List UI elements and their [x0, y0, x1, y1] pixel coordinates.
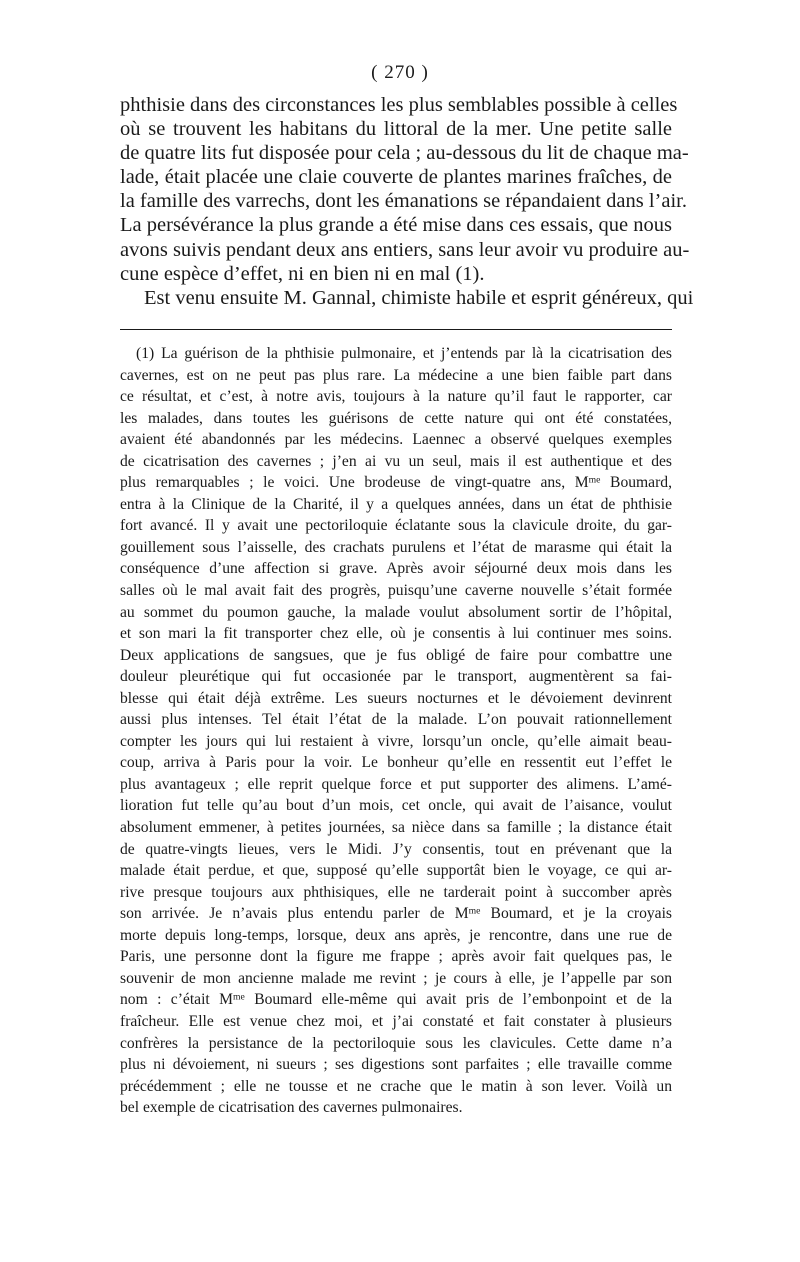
footnote-line-text: nom : c’était M [120, 991, 234, 1009]
footnote-line-text: plus remarquables ; le voici. Une brodeuse de vingt-quatre ans, M [120, 474, 589, 492]
footnote-line: fraîcheur. Elle est venue chez moi, et j’ai constaté et fait constater à plusieurs [120, 1012, 672, 1030]
main-line: Est venu ensuite M. Gannal, chimiste habile et esprit généreux, qui [144, 286, 694, 309]
main-line: où se trouvent les habitans du littoral de la mer. Une petite salle [120, 118, 672, 141]
superscript-abbrev: me [233, 992, 245, 1004]
footnote-line: morte depuis long-temps, lorsque, deux ans après, je rencontre, dans une rue de [120, 926, 672, 944]
footnote-line: fort avancé. Il y avait une pectoriloquie éclatante sous la clavicule droite, du gar- [120, 517, 672, 535]
footnote-line: confrères la persistance de la pectoriloquie sous les clavicules. Cette dame n’a [120, 1034, 672, 1052]
footnote-line: compter les jours qui lui restaient à vivre, lorsqu’un oncle, qu’elle aimait beau- [120, 732, 672, 750]
footnote-line: les malades, dans toutes les guérisons de cette nature qui ont été constatées, [120, 409, 672, 427]
footnote-line: gouillement sous l’aisselle, des crachats purulens et l’état de marasme qui était la [120, 538, 672, 556]
superscript-abbrev: me [468, 905, 481, 917]
footnote-line: rive presque toujours aux phthisiques, elle ne tarderait point à succomber après [120, 883, 672, 901]
footnote-line: de cicatrisation des cavernes ; j’en ai vu un seul, mais il est authentique et des [120, 452, 672, 470]
footnote-line: et son mari la fit transporter chez elle, où je consentis à lui continuer mes soins. [120, 625, 672, 643]
footnote-divider [120, 329, 672, 330]
footnote-line: douleur pleurétique qui fut occasionée par le transport, augmentèrent sa fai- [120, 668, 672, 686]
footnote-line: précédemment ; elle ne tousse et ne crache que le matin à son lever. Voilà un [120, 1077, 672, 1095]
footnote-line: blesse qui était déjà extrême. Les sueurs nocturnes et le dévoiement devinrent [120, 689, 672, 707]
footnote-line: absolument emmener, à petites journées, sa nièce dans sa famille ; la distance était [120, 819, 672, 837]
main-line: lade, était placée une claie couverte de plantes marines fraîches, de [120, 166, 672, 189]
main-line: la famille des varrechs, dont les émanations se répandaient dans l’air. [120, 190, 687, 213]
page-number: ( 270 ) [371, 62, 429, 83]
footnote-line-tail: Boumard, [600, 474, 672, 492]
footnote-line [120, 472, 672, 494]
footnote-line: de quatre-vingts lieues, vers le Midi. J’y consentis, tout en prévenant que la [120, 840, 672, 858]
footnote-line: souvenir de mon ancienne malade me revint ; je cours à elle, je l’appelle par son [120, 969, 672, 987]
footnote-line-tail: Boumard, et je la croyais [480, 905, 672, 923]
footnote-line [120, 903, 672, 925]
footnote-line: coup, arriva à Paris pour la voir. Le bonheur qu’elle en ressentit eut l’effet le [120, 754, 672, 772]
footnote-line [120, 989, 672, 1011]
footnote-line-tail: Boumard elle-même qui avait pris de l’embonpoint et de la [244, 991, 672, 1009]
footnote-line-text: son arrivée. Je n’avais plus entendu parler de M [120, 905, 469, 923]
main-text [120, 93, 694, 310]
footnote-line: Deux applications de sangsues, que je fus obligé de faire pour combattre une [120, 646, 672, 664]
footnote-line: (1) La guérison de la phthisie pulmonaire, et j’entends par là la cicatrisation des [136, 345, 672, 362]
footnote-line: plus avantageux ; elle reprit quelque force et put supporter des alimens. L’amé- [120, 775, 672, 793]
superscript-abbrev: me [588, 474, 601, 486]
footnote-line: Paris, une personne dont la figure me frappe ; après avoir fait quelques pas, le [120, 948, 672, 966]
footnote [120, 343, 672, 1119]
main-line: phthisie dans des circonstances les plus semblables possible à celles [120, 94, 678, 116]
footnote-line: bel exemple de cicatrisation des cavernes pulmonaires. [120, 1099, 463, 1117]
footnote-line: avaient été abandonnés par les médecins. Laennec a observé quelques exemples [120, 431, 672, 449]
main-line: cune espèce d’effet, ni en bien ni en mal (1). [120, 262, 485, 285]
footnote-line: salles où le mal avait fait des progrès, puisqu’une caverne nouvelle s’était formée [120, 582, 672, 600]
main-line: La persévérance la plus grande a été mise dans ces essais, que nous [120, 214, 672, 237]
footnote-line: lioration fut telle qu’au bout d’un mois, cet oncle, qui avait de l’aisance, voulut [120, 797, 672, 815]
footnote-line: au sommet du poumon gauche, la malade voulut absolument sortir de l’hôpital, [120, 603, 672, 621]
footnote-line: aussi plus intenses. Tel était l’état de la malade. L’on pouvait rationnellement [120, 711, 672, 729]
footnote-line: entra à la Clinique de la Charité, il y a quelques années, dans un état de phthisie [120, 495, 672, 513]
footnote-line: ce résultat, et c’est, à notre avis, toujours à la nature qu’il faut le rapporter, car [120, 388, 672, 406]
footnote-line: malade était perdue, et que, supposé qu’elle supportât bien le voyage, ce qui ar- [120, 862, 672, 880]
footnote-line: plus ni dévoiement, ni sueurs ; ses digestions sont parfaites ; elle travaille comme [120, 1056, 672, 1074]
main-line: avons suivis pendant deux ans entiers, sans leur avoir vu produire au- [120, 238, 690, 261]
main-line: de quatre lits fut disposée pour cela ; au-dessous du lit de chaque ma- [120, 142, 689, 165]
footnote-line: conséquence d’une affection si grave. Après avoir séjourné deux mois dans les [120, 560, 672, 578]
footnote-line: cavernes, est on ne peut pas plus rare. La médecine a une bien faible part dans [120, 366, 672, 384]
